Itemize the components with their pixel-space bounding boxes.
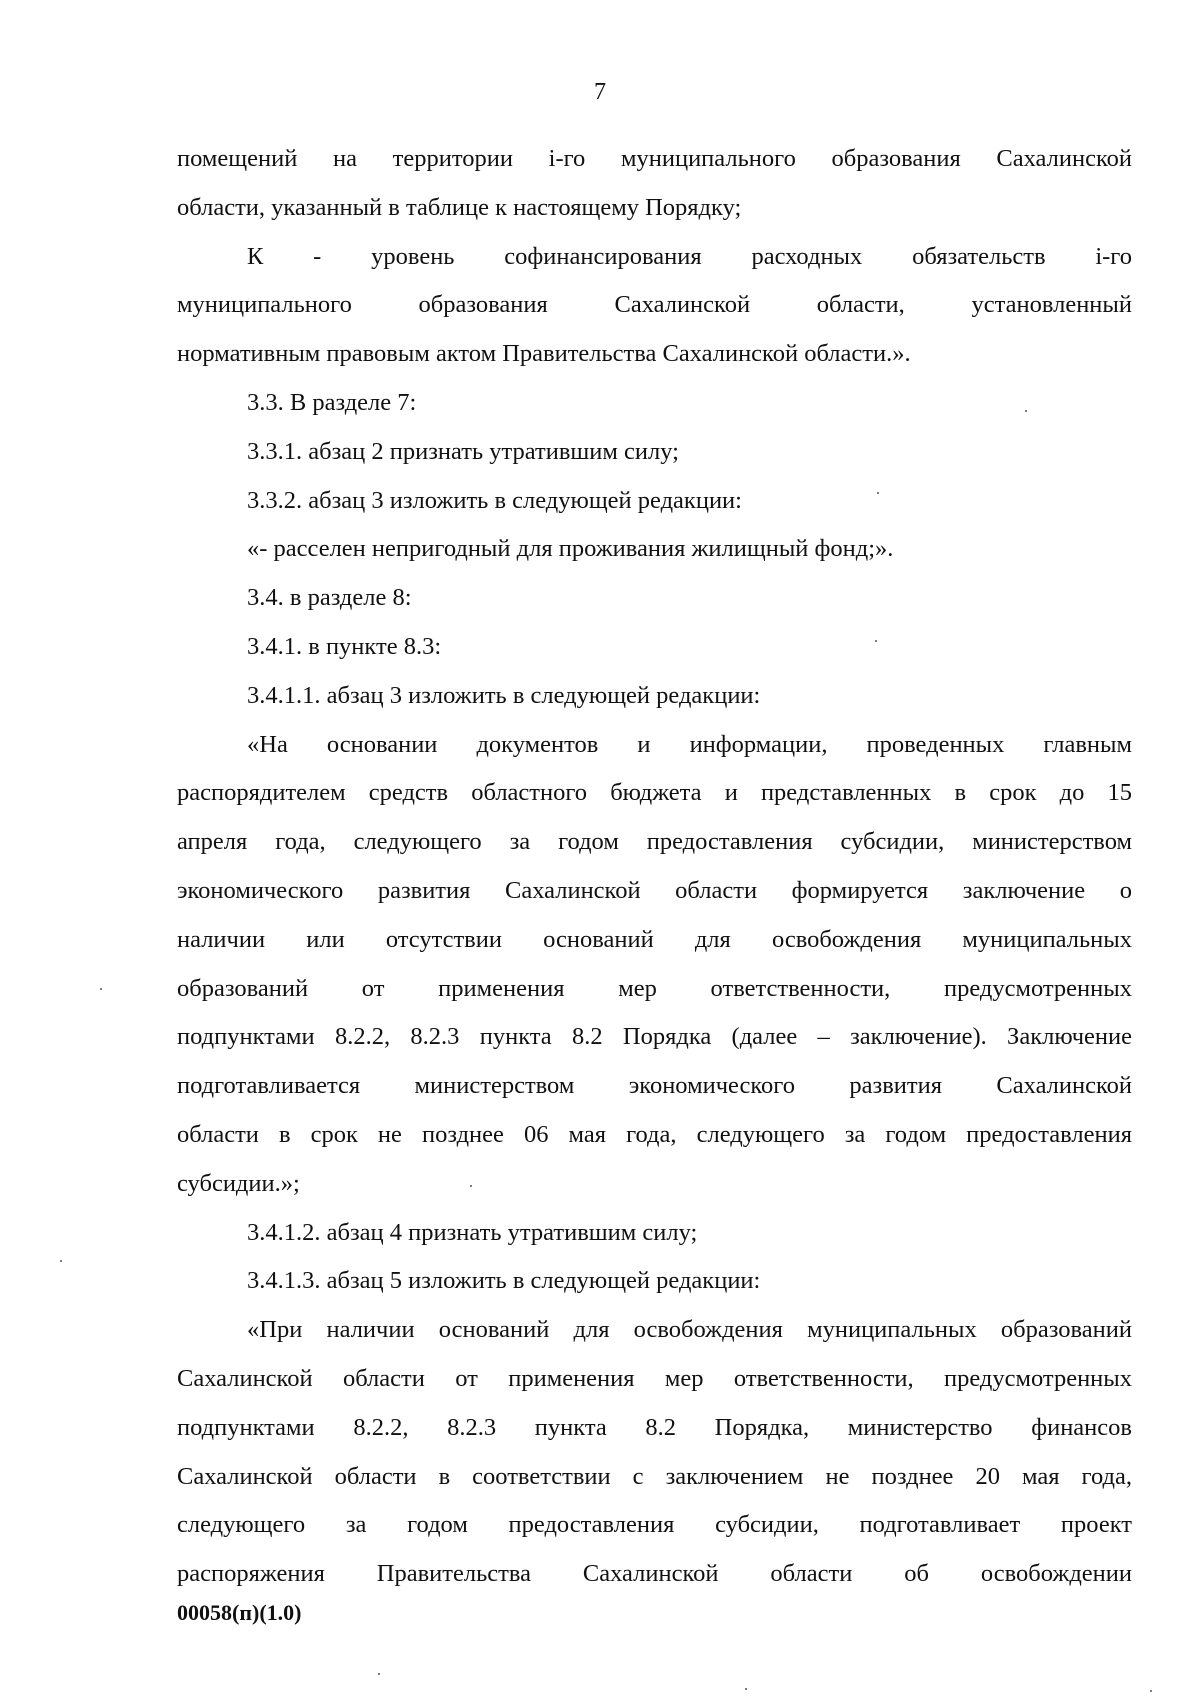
text-line: 3.3.2. абзац 3 изложить в следующей редакции: (247, 486, 742, 514)
text-line: 3.4.1. в пункте 8.3: (247, 632, 442, 660)
text-line: следующего за годом предоставления субсидии, подготавливает проект (177, 1511, 1132, 1539)
text-line: экономического развития Сахалинской области формируется заключение о (177, 876, 1132, 904)
page-number: 7 (594, 79, 606, 105)
text-line: «На основании документов и информации, проведенных главным (247, 730, 1132, 758)
text-line: области в срок не позднее 06 мая года, следующего за годом предоставления (177, 1120, 1132, 1148)
text-line: 3.4.1.1. абзац 3 изложить в следующей редакции: (247, 681, 761, 709)
scan-speck (745, 1688, 747, 1690)
scan-speck (1150, 1690, 1152, 1692)
text-line: К - уровень софинансирования расходных обязательств i-го (247, 242, 1132, 270)
text-line: распорядителем средств областного бюджета и представленных в срок до 15 (177, 779, 1132, 807)
text-line: муниципального образования Сахалинской области, установленный (177, 291, 1132, 319)
scan-speck (470, 1185, 472, 1187)
scan-speck (60, 1260, 62, 1262)
text-line: подпунктами 8.2.2, 8.2.3 пункта 8.2 Порядка (далее – заключение). Заключение (177, 1023, 1132, 1051)
scan-speck (877, 492, 879, 494)
text-line: субсидии.»; (177, 1169, 300, 1197)
text-line: «- расселен непригодный для проживания жилищный фонд;». (247, 535, 894, 563)
text-line: 3.4.1.3. абзац 5 изложить в следующей редакции: (247, 1267, 761, 1295)
document-code: 00058(п)(1.0) (177, 1600, 302, 1625)
text-line: Сахалинской области в соответствии с заключением не позднее 20 мая года, (177, 1462, 1132, 1490)
text-line: 3.4. в разделе 8: (247, 584, 412, 612)
text-line: 3.4.1.2. абзац 4 признать утратившим силу; (247, 1218, 698, 1246)
text-line: 3.3. В разделе 7: (247, 388, 417, 416)
text-line: Сахалинской области от применения мер ответственности, предусмотренных (177, 1364, 1132, 1392)
text-line: 3.3.1. абзац 2 признать утратившим силу; (247, 437, 679, 465)
text-line: подготавливается министерством экономического развития Сахалинской (177, 1072, 1132, 1100)
scan-speck (378, 1673, 380, 1675)
text-line: распоряжения Правительства Сахалинской области об освобождении (177, 1560, 1132, 1588)
text-line: апреля года, следующего за годом предоставления субсидии, министерством (177, 828, 1132, 856)
document-body (177, 135, 1132, 1599)
text-line: «При наличии оснований для освобождения муниципальных образований (247, 1316, 1132, 1344)
text-line: образований от применения мер ответственности, предусмотренных (177, 974, 1132, 1002)
text-line: подпунктами 8.2.2, 8.2.3 пункта 8.2 Порядка, министерство финансов (177, 1413, 1132, 1441)
text-line: наличии или отсутствии оснований для освобождения муниципальных (177, 925, 1132, 953)
text-line: помещений на территории i-го муниципального образования Сахалинской (177, 145, 1132, 172)
text-line: области, указанный в таблице к настоящему Порядку; (177, 193, 742, 221)
scan-speck (100, 988, 102, 990)
scan-speck (1025, 410, 1027, 412)
scan-speck (875, 640, 877, 642)
text-line: нормативным правовым актом Правительства Сахалинской области.». (177, 340, 911, 368)
